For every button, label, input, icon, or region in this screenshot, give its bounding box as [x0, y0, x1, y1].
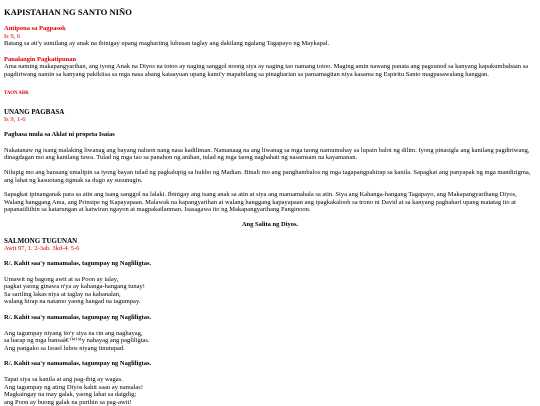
psalm-line: Umawit ng bagong awit at sa Poon ay ialay,	[4, 276, 536, 284]
year-tag: TAON ABK	[4, 91, 536, 97]
reading-heading: UNANG PAGBASA	[4, 108, 536, 116]
psalm-line: Ang pangako sa Israel lubos niyang tinutupad.	[4, 345, 536, 353]
psalm-line: Magkaingay na may galak, yaong lahat sa daigdig;	[4, 391, 536, 399]
antiphon-label: Antipona sa Pagpasok	[4, 25, 536, 33]
psalm-response: R/. Kahit saa'y namamalas, tagumpay ng Nagliligtas.	[4, 360, 536, 368]
prayer-label: Panalangin Pagkatipunan	[4, 56, 536, 64]
reading-closing: Ang Salita ng Diyos.	[4, 221, 536, 229]
entrance-antiphon-section	[4, 25, 536, 48]
prayer-text: Ama naming makapangyarihan, ang iyong Anak na Diyos na totoo ay naging sanggol noong siya ay naging tao namang totoo. Maging amin nawang panata ang pagsunod sa kanyang kapakumbabaan sa pagdiriwang namin sa kanyang pakikiisa sa mga nasa abang kataayuan upang kami'y mapabilang sa pinagharian sa pamamagitan niya kasama ng Espiritu Santo magpasawalang hanggan.	[4, 63, 536, 78]
psalm-heading: SALMONG TUGUNAN	[4, 237, 536, 245]
psalm-line: Sa sariling lakas niya at taglay na kabanalan,	[4, 291, 536, 299]
psalm-stanza	[4, 276, 536, 306]
antiphon-text: Batang sa ati'y sumilang ay anak na ibinigay upang maghariing lubusan taglay ang dakilang ngalang Tagapayo ng Maykapal.	[4, 40, 536, 48]
antiphon-ref: Is 9, 6	[4, 33, 536, 41]
reading-paragraph: Sapagkat ipinanganak para sa atin ang isang sanggol na lalaki. Ibinigay ang isang anak sa atin at siya ang mamamahala sa atin. Siya ang Kahanga-hangang Tagapayo, ang Makapangyarihang Diyos, Walang hanggang Ama, ang Prinsipe ng Kapayapaan. Malawak na kapangyarihan at walang hanggang kapayapaan ang ipagkakaloob sa trono ni David at sa kanyang paghahari upang matatag ito at papanatiliihin sa katarungan at katwiran ngayon at magpakailanman. Isasagawa ito ng Makapangyarihang Panginoon.	[4, 191, 536, 214]
responsorial-psalm-section	[4, 237, 536, 406]
psalm-line: Ang tagumpay niyang ito'y siya na rin ang naghayag,	[4, 330, 536, 338]
reading-source: Pagbasa mula sa Aklat ni propeta Isaias	[4, 131, 536, 139]
psalm-line: Ang tagumpay ng ating Diyos kahit saan ay namalas!	[4, 384, 536, 392]
psalm-response: R/. Kahit saa'y namamalas, tagumpay ng Nagliligtas.	[4, 314, 536, 322]
reading-paragraph: Nakatanaw ng isang malaking liwanag ang bayang naluon nang nasa kadiliman. Namanaag na ang liwanag sa mga taong namumuhay sa lupain balot ng dilim. Iyong pinasigla ang kanilang pagdiriwang, dinagdagan mo ang kanilang tuwa. Tulad ng mga tao sa panahon ng anihan, tulad ng mga taong naghahati ng nasamsam na kayamanan.	[4, 147, 536, 162]
psalm-stanza	[4, 376, 536, 406]
psalm-response: R/. Kahit saa'y namamalas, tagumpay ng Nagliligtas.	[4, 260, 536, 268]
psalm-ref: Awit 97, 1. 2-3ab. 3kd-4. 5-6	[4, 245, 536, 253]
opening-prayer-section	[4, 56, 536, 79]
psalm-line: Tapat siya sa kanila at ang pag-ibig ay wagas.	[4, 376, 536, 384]
psalm-line: pagkat yaong ginawa n'ya ay kahanga-hangang tunay!	[4, 283, 536, 291]
psalm-line: walang hirap na natamo yaong hangad na tagumpay.	[4, 298, 536, 306]
reading-ref: Is 9, 1-6	[4, 116, 536, 124]
psalm-line: sa harap ng mga bansaâ€™™y nahayag ang pagliligtas.	[4, 337, 536, 345]
psalm-stanza	[4, 330, 536, 353]
reading-paragraph: Nilupig mo ang bansang umalipin sa iyong bayan tulad ng pagkalupig sa hukbo ng Madian. Binali mo ang panghambalos ng mga tagapangpahirap sa kanila. Sapagkat ang panyapak ng mga mandirigma, ang lahat ng kasuotang tigmak sa dugo ay susunugin.	[4, 169, 536, 184]
first-reading-section	[4, 108, 536, 229]
psalm-line: ang Poon ay buong galak na purihin sa pag-awit!	[4, 399, 536, 406]
page-title: KAPISTAHAN NG SANTO NIÑO	[4, 7, 536, 17]
